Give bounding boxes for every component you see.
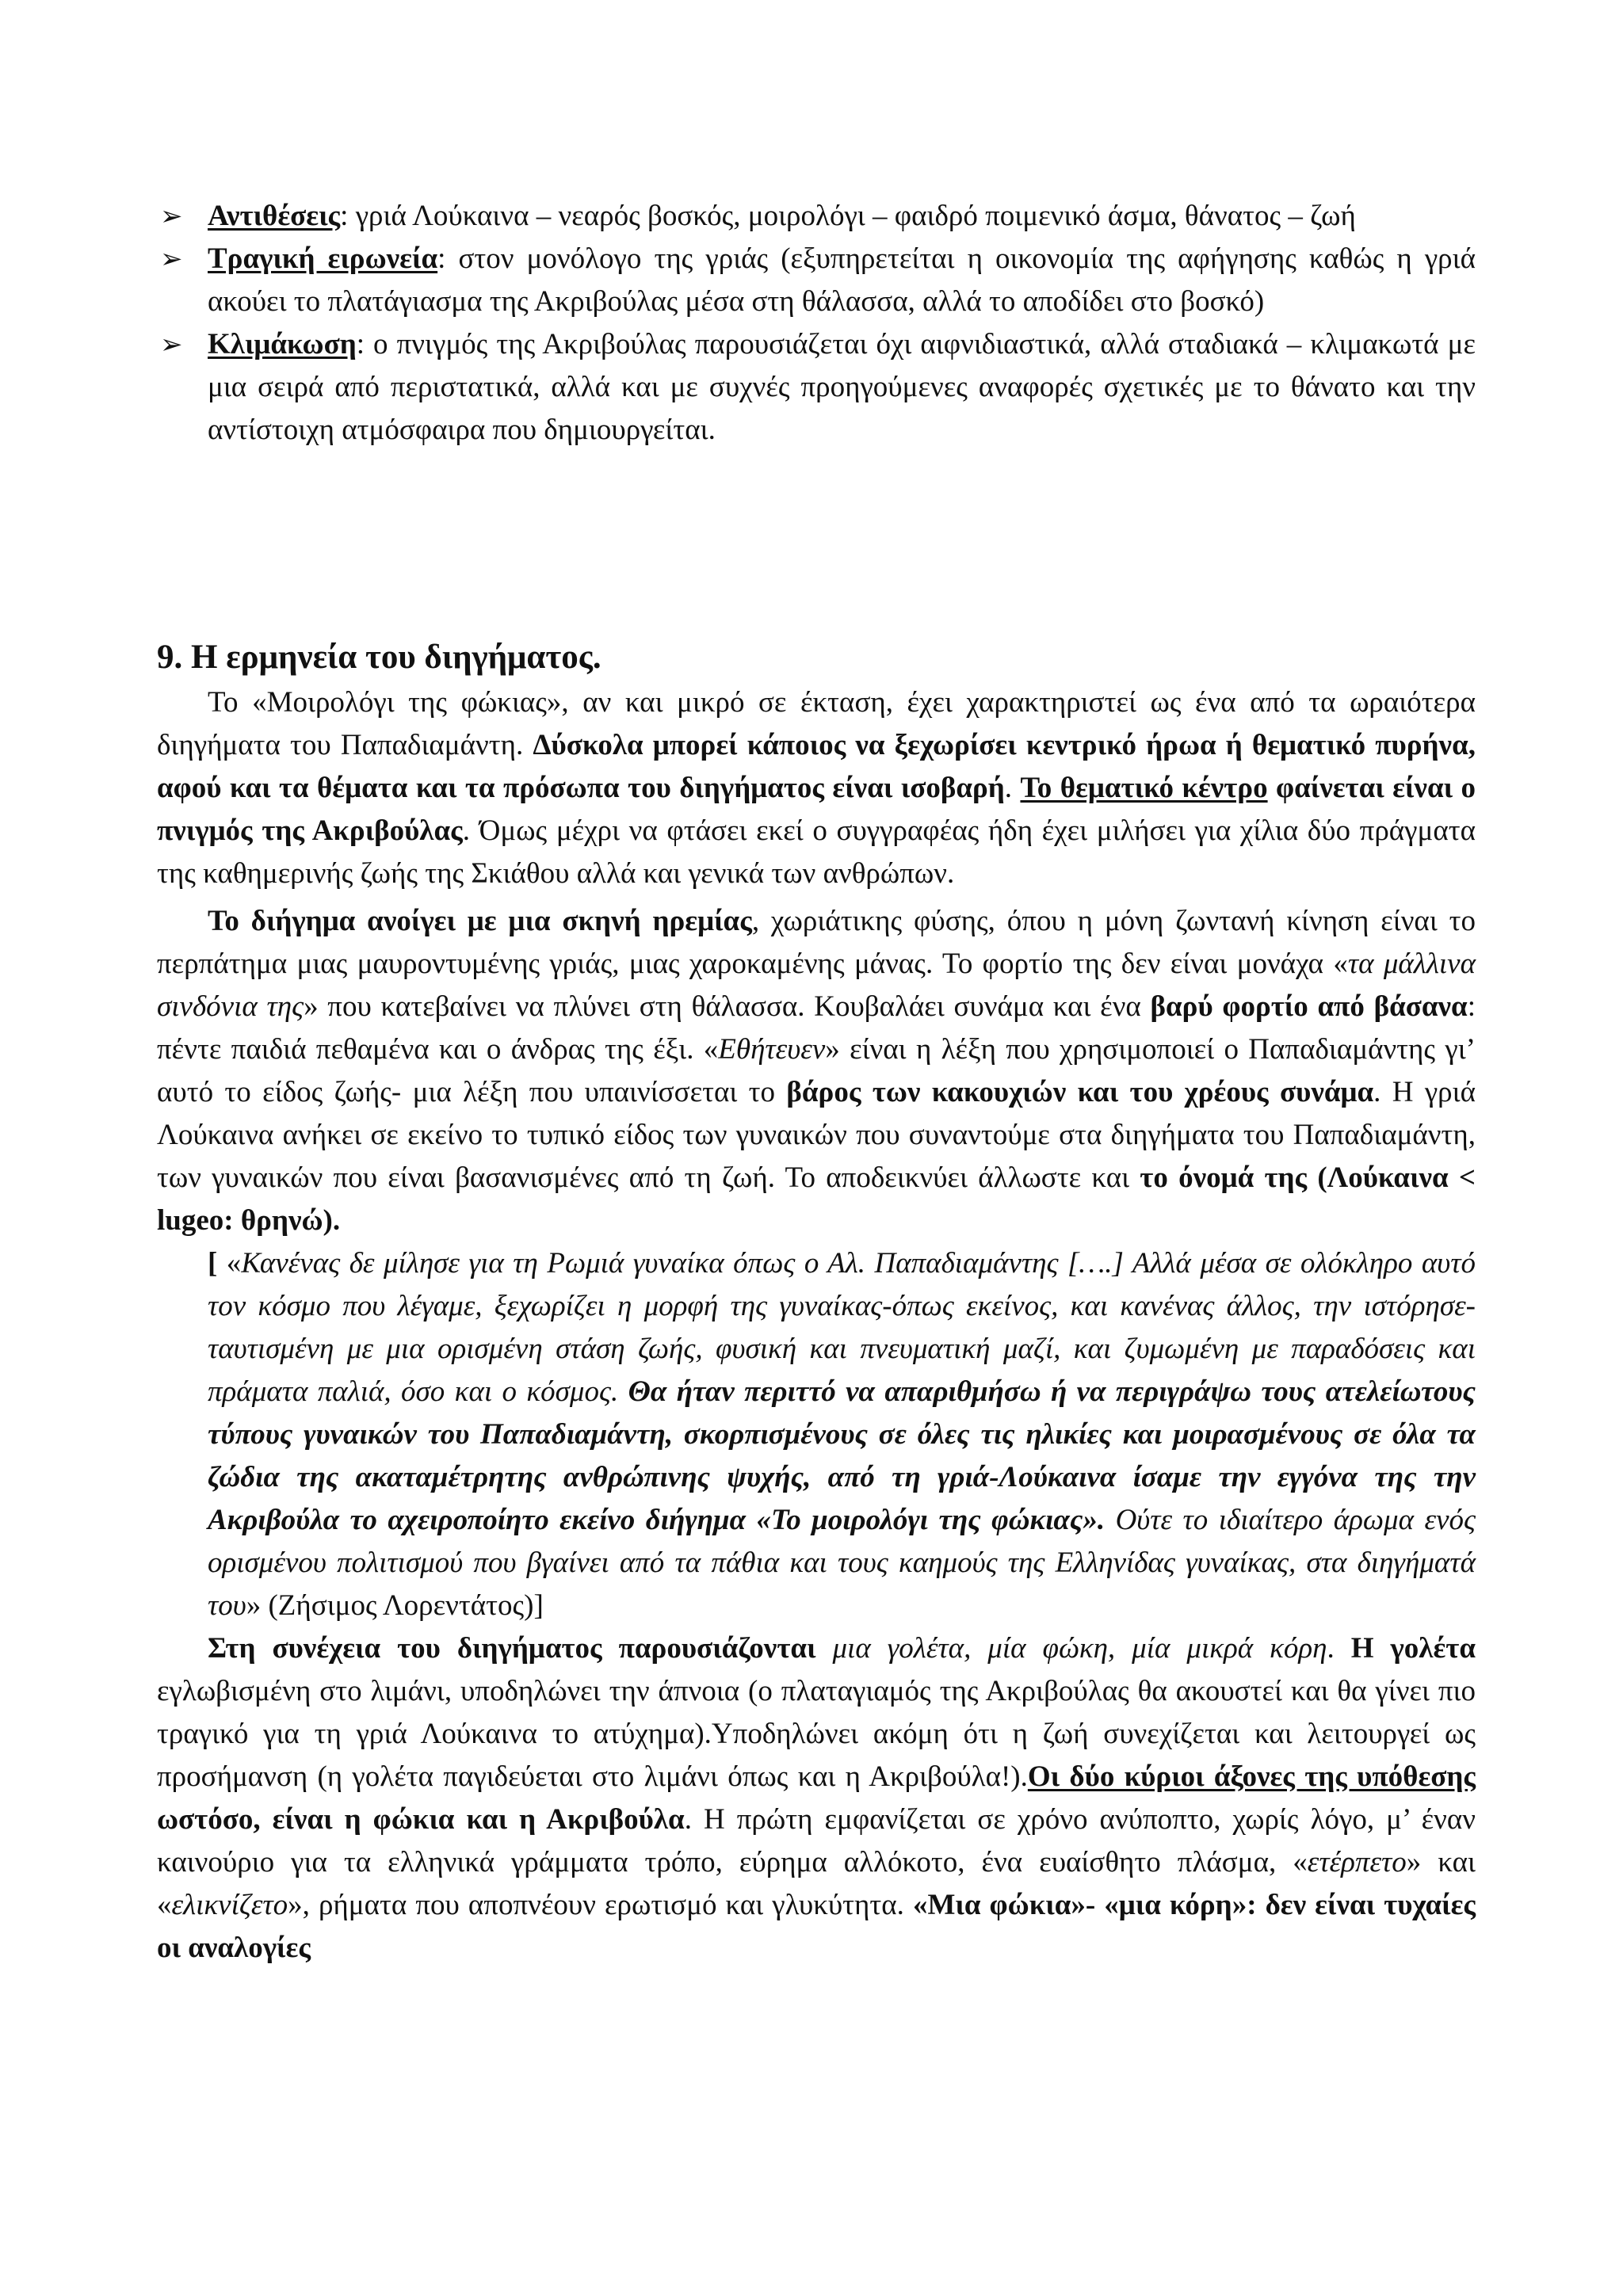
bold-run: βαρύ φορτίο από βάσανα [1150,990,1468,1023]
bold-run: Η γολέτα [1350,1632,1476,1665]
italic-run: Εθήτευεν [718,1033,826,1066]
bullet-text [208,238,1476,323]
text-run: εγλωβισμένη στο λιμάνι, υποδηλώνει την άπνοια (ο πλαταγιαμός της Ακριβούλας θα ακουστεί και θα γίνει πιο τραγικό για τη γριά Λούκαινα το ατύχημα).Υποδηλώνει ακόμη ότι η ζωή συνεχίζεται και λειτουργεί ως προσήμανση (η γολέτα παγιδεύεται στο λιμάνι όπως και η Ακριβούλα!). [157,1675,1476,1793]
text-run: . Η πρώτη εμφανίζεται σε χρόνο ανύποπτο, χωρίς λόγο, μ’ έναν καινούριο για τα ελληνικά γράμματα τρόπο, εύρημα αλλόκοτο, ένα ευαίσθητο πλάσμα, « [157,1803,1476,1878]
interpretation-section [157,634,1476,1970]
underlined-bold-run: Το θεματικό κέντρο [1020,772,1268,804]
section-heading: 9. Η ερμηνεία του διηγήματος. [157,639,601,676]
bold-run: Το διήγημα ανοίγει με μια σκηνή ηρεμίας [208,905,752,937]
quote-open: [ « [208,1247,242,1280]
italic-run: Ούτε το ιδιαίτερο άρωμα ενός ορισμένου πολιτισμού που βγαίνει από τα πάθια και τους καημούς της Ελληνίδας γυναίκας, στα διηγήματά του [208,1504,1476,1622]
bold-run: φαίνεται είναι ο πνιγμός της Ακριβούλας [157,772,1476,847]
text-run: Το «Μοιρολόγι της φώκιας», αν και μικρό σε έκταση, έχει χαρακτηριστεί ως ένα από τα ωραιότερα διηγήματα του Παπαδιαμάντη. [157,686,1476,761]
paragraph-1 [157,681,1476,895]
bullet-body: : στον μονόλογο της γριάς (εξυπηρετείται η οικονομία της αφήγησης καθώς η γριά ακούει το πλατάγιασμα της Ακριβούλας μέσα στη θάλασσα, αλλά το αποδίδει στο βοσκό) [208,242,1476,318]
text-run: , χωριάτικης φύσης, όπου η μόνη ζωντανή κίνηση είναι το περπάτημα μιας μαυροντυμένης γριάς, μιας χαροκαμένης μάνας. Το φορτίο της δεν είναι μονάχα « [157,905,1476,980]
underlined-bold-run: Οι δύο κύριοι άξονες της υπόθεσης [1027,1760,1476,1793]
bullet-term: Τραγική ειρωνεία [208,242,438,275]
list-item [160,323,1476,452]
bullet-text [208,195,1476,238]
arrowhead-bullet-icon: ➢ [160,200,183,232]
italic-run: τα μάλλινα σινδόνια της [157,948,1476,1023]
bold-italic-run: Θα ήταν περιττό να απαριθμήσω ή να περιγράψω τους ατελείωτους τύπους γυναικών του Παπαδιαμάντη, σκορπισμένους σε όλες τις ηλικίες και μοιρασμένους σε όλα τα ζώδια της ακαταμέτρητης ανθρώπινης ψυχής, από τη γριά-Λούκαινα ίσαμε την εγγόνα της την Ακριβούλα το αχειροποίητο εκείνο διήγημα «Το μοιρολόγι της φώκιας». [208,1375,1476,1536]
bold-run: ωστόσο, είναι η φώκια και η Ακριβούλα [157,1803,685,1836]
bullet-body: : γριά Λούκαινα – νεαρός βοσκός, μοιρολόγι – φαιδρό ποιμενικό άσμα, θάνατος – ζωή [340,200,1356,232]
bullet-term: Κλιμάκωση [208,328,357,360]
bullet-list [160,195,1476,452]
bold-run: Δύσκολα μπορεί κάποιος να ξεχωρίσει κεντρικό ήρωα ή θεματικό πυρήνα, αφού και τα θέματα και τα πρόσωπα του διηγήματος είναι ισοβαρή [157,729,1476,804]
bullet-term: Αντιθέσεις [208,200,341,232]
text-run: : πέντε παιδιά πεθαμένα και ο άνδρας της έξι. « [157,990,1476,1066]
text-run: » είναι η λέξη που χρησιμοποιεί ο Παπαδιαμάντης γι’ αυτό το είδος ζωής- μια λέξη που υπαινίσσεται το [157,1033,1476,1108]
list-item [160,238,1476,323]
list-item [160,195,1476,238]
text-run: . [1004,772,1021,804]
paragraph-2 [157,900,1476,1242]
quote-attribution: » (Ζήσιμος Λορεντάτος)] [246,1589,544,1622]
block-quote [208,1242,1476,1627]
arrowhead-bullet-icon: ➢ [160,329,183,360]
bold-run: «Μια φώκια»- «μια κόρη»: δεν είναι τυχαίες οι αναλογίες [157,1889,1476,1964]
italic-run: μια γολέτα, μία φώκη, μία μικρά κόρη [815,1632,1327,1665]
bullet-text [208,323,1476,452]
italic-run: Κανένας δε μίλησε για τη Ρωμιά γυναίκα όπως ο Αλ. Παπαδιαμάντης [….] Αλλά μέσα σε ολόκληρο αυτό τον κόσμο που λέγαμε, ξεχωρίζει η μορφή της γυναίκας-όπως εκείνος, και κανένας άλλος, την ιστόρησε-ταυτισμένη με μια ορισμένη στάση ζωής, φυσική και πνευματική μαζί, και ζυμωμένη με παραδόσεις και πράματα παλιά, όσο και ο κόσμος. [208,1247,1476,1408]
text-run: . Η γριά Λούκαινα ανήκει σε εκείνο το τυπικό είδος των γυναικών που συναντούμε στα διηγήματα του Παπαδιαμάντη, των γυναικών που είναι βασανισμένες από τη ζωή. Το αποδεικνύει άλλωστε και [157,1076,1476,1194]
text-run: » και « [157,1846,1476,1921]
bullet-body: : ο πνιγμός της Ακριβούλας παρουσιάζεται όχι αιφνιδιαστικά, αλλά σταδιακά – κλιμακωτά με μια σειρά από περιστατικά, αλλά και με συχνές προηγούμενες αναφορές σχετικές με το θάνατο και την αντίστοιχη ατμόσφαιρα που δημιουργείται. [208,328,1476,446]
bold-run: Στη συνέχεια του διηγήματος παρουσιάζονται [208,1632,816,1665]
text-run: . [1327,1632,1351,1665]
italic-run: ετέρπετο [1307,1846,1407,1878]
arrowhead-bullet-icon: ➢ [160,243,183,275]
text-run: . Όμως μέχρι να φτάσει εκεί ο συγγραφέας ήδη έχει μιλήσει για χίλια δύο πράγματα της καθημερινής ζωής της Σκιάθου αλλά και γενικά των ανθρώπων. [157,814,1476,890]
text-run: », ρήματα που αποπνέουν ερωτισμό και γλυκύτητα. [288,1889,913,1921]
bold-run: το όνομά της (Λούκαινα < lugeo: θρηνώ). [157,1161,1476,1237]
bold-run: βάρος των κακουχιών και του χρέους συνάμα [786,1076,1374,1108]
text-run: » που κατεβαίνει να πλύνει στη θάλασσα. Κουβαλάει συνάμα και ένα [304,990,1151,1023]
paragraph-3 [157,1627,1476,1970]
italic-run: ελικνίζετο [171,1889,288,1921]
